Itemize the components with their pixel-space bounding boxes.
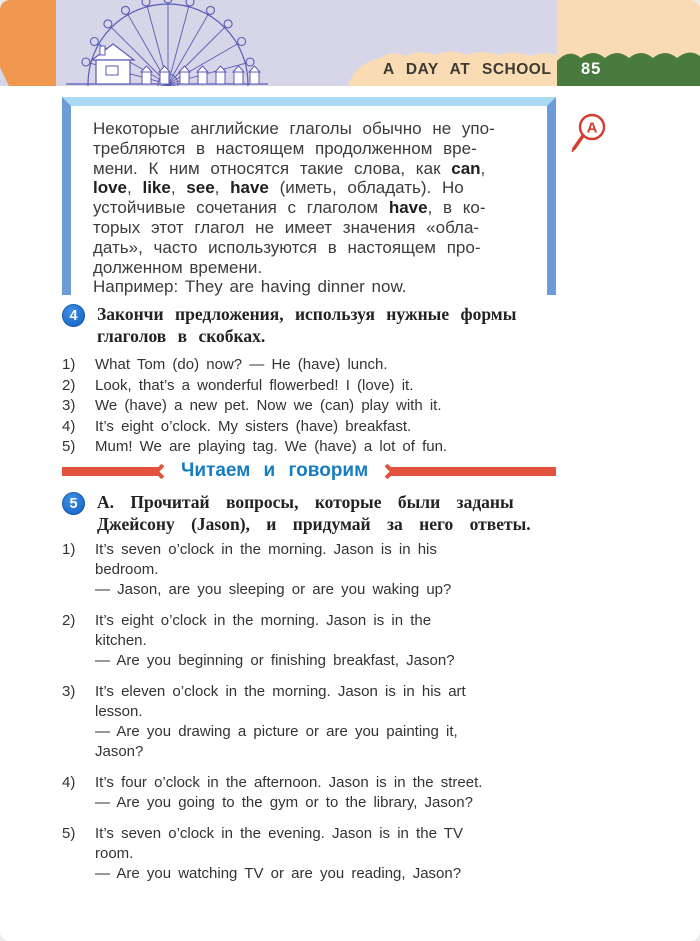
info-box-line: love, like, see, have (иметь, обладать). Но bbox=[93, 178, 464, 198]
item-text: It’s four o’clock in the afternoon. Jason is in the street. — Are you going to the gym or to the library, Jason? bbox=[95, 774, 483, 811]
item-number: 4) bbox=[62, 417, 76, 435]
item-number: 4) bbox=[62, 774, 76, 791]
grammar-info-box bbox=[62, 97, 556, 295]
info-box-line: дать», часто используются в настоящем про- bbox=[93, 237, 481, 257]
item-number: 1) bbox=[62, 356, 76, 373]
item-number: 3) bbox=[62, 397, 76, 414]
exercise-item bbox=[62, 417, 562, 438]
exercise-item bbox=[62, 773, 562, 813]
exercise-4-instruction bbox=[97, 303, 516, 347]
info-box-line: торых этот глагол не имеет значения «обла- bbox=[93, 217, 480, 237]
item-number: 2) bbox=[62, 376, 76, 394]
exercise-4-header bbox=[62, 303, 562, 347]
item-number: 5) bbox=[62, 438, 76, 455]
item-number: 1) bbox=[62, 541, 76, 558]
exercise-item bbox=[62, 437, 562, 458]
exercise-4-item-list bbox=[62, 355, 562, 458]
section-title: Читаем и говорим bbox=[181, 460, 369, 481]
exercise-5-item-list bbox=[62, 540, 562, 895]
info-box-line: Например: They are having dinner now. bbox=[93, 277, 407, 297]
item-text: We (have) a new pet. Now we (can) play with it. bbox=[95, 397, 442, 414]
info-box-line: долженном времени. bbox=[93, 257, 263, 277]
exercise-5-instruction bbox=[97, 491, 531, 535]
instruction-line: А. Прочитай вопросы, которые были заданы bbox=[97, 492, 514, 512]
item-text: It’s seven o’clock in the morning. Jason is in his bedroom. — Jason, are you sleeping or are you waking up? bbox=[95, 541, 452, 598]
instruction-line: Джейсону (Jason), и придумай за него ответы. bbox=[97, 514, 531, 534]
header-orange-block bbox=[0, 0, 56, 86]
exercise-item bbox=[62, 376, 562, 397]
exercise-item bbox=[62, 355, 562, 376]
magnifier-a-icon bbox=[567, 110, 611, 160]
grammar-info-text bbox=[71, 106, 547, 297]
item-number: 5) bbox=[62, 825, 76, 842]
page-header bbox=[0, 0, 700, 86]
exercise-5-header bbox=[62, 491, 562, 535]
info-box-line: мени. К ним относятся такие слова, как can, bbox=[93, 158, 486, 178]
instruction-line: глаголов в скобках. bbox=[97, 326, 266, 346]
exercise-item bbox=[62, 396, 562, 417]
exercise-item bbox=[62, 540, 562, 600]
instruction-line: Закончи предложения, используя нужные формы bbox=[97, 304, 517, 324]
item-text: It’s eight o’clock. My sisters (have) breakfast. bbox=[95, 417, 412, 435]
section-banner bbox=[62, 462, 556, 480]
item-number: 2) bbox=[62, 612, 76, 629]
item-number: 3) bbox=[62, 683, 76, 700]
item-text: It’s seven o’clock in the evening. Jason is in the TV room. — Are you watching TV or are you reading, Jason? bbox=[95, 825, 463, 882]
exercise-item bbox=[62, 824, 562, 884]
exercise-5-badge: 5 bbox=[62, 492, 85, 515]
ferris-wheel-illustration bbox=[56, 0, 271, 86]
page-number: 85 bbox=[581, 60, 602, 78]
info-box-line: Некоторые английские глаголы обычно не упо- bbox=[93, 119, 495, 138]
chapter-title: A DAY AT SCHOOL bbox=[383, 61, 552, 78]
info-box-line: требляются в настоящем продолженном вре- bbox=[93, 138, 477, 158]
page-number-green-shape bbox=[557, 50, 700, 86]
item-text: It’s eleven o’clock in the morning. Jason is in his art lesson. — Are you drawing a picture or are you painting it, Jason? bbox=[95, 683, 466, 760]
exercise-item bbox=[62, 611, 562, 671]
exercise-item bbox=[62, 682, 562, 762]
banner-bar-left bbox=[62, 467, 158, 476]
item-text: Mum! We are playing tag. We (have) a lot of fun. bbox=[95, 438, 448, 455]
info-box-line: устойчивые сочетания с глаголом have, в ко- bbox=[93, 198, 486, 218]
item-text: Look, that’s a wonderful flowerbed! I (love) it. bbox=[95, 376, 414, 394]
exercise-4-badge: 4 bbox=[62, 304, 85, 327]
banner-bar-right bbox=[391, 467, 556, 476]
svg-text:A: A bbox=[586, 119, 598, 137]
item-text: It’s eight o’clock in the morning. Jason is in the kitchen. — Are you beginning or finishing breakfast, Jason? bbox=[95, 612, 455, 669]
item-text: What Tom (do) now? — He (have) lunch. bbox=[95, 356, 388, 373]
